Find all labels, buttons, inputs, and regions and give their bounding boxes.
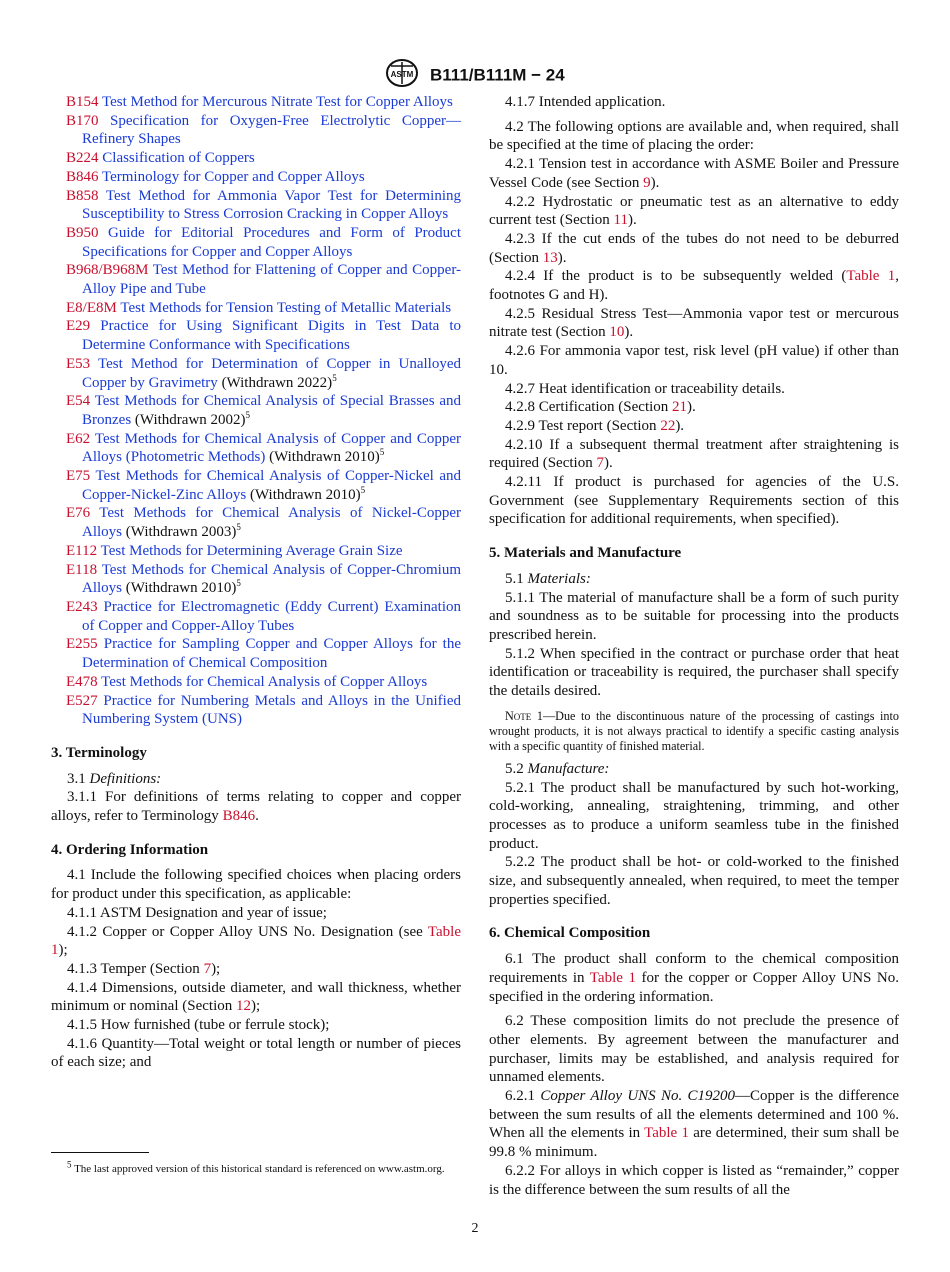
- footnote-5: $^5$ The last approved version of this historical standard is referenced on www.astm.org.: [67, 1159, 445, 1175]
- reference-item: [51, 93, 461, 112]
- withdrawn-note: (Withdrawn 2010): [125, 580, 237, 597]
- link-section-11[interactable]: 11: [613, 212, 628, 229]
- section-heading-ordering-information: 4. Ordering Information: [51, 841, 209, 858]
- reference-code[interactable]: B858: [66, 187, 99, 204]
- paragraph-4-1-6: 4.1.6 Quantity—Total weight or total length or number of pieces of each size; and: [51, 1035, 461, 1071]
- reference-code[interactable]: E29: [66, 318, 91, 335]
- reference-code[interactable]: E118: [66, 561, 98, 578]
- reference-code[interactable]: E255: [66, 636, 98, 653]
- footnote-marker: 5: [360, 484, 366, 495]
- paragraph-5-2-2: 5.2.2 The product shall be hot- or cold-worked to the finished size, and subsequently annealed, when required, to meet the temper properties specified.: [489, 854, 899, 908]
- reference-item: [51, 635, 461, 672]
- paragraph-4-1-2: 4.1.2 Copper or Copper Alloy UNS No. Designation (see Table 1);: [51, 923, 461, 959]
- paragraph-4-2-8: 4.2.8 Certification (Section 21).: [505, 399, 696, 416]
- paragraph-5-2: 5.2 Manufacture:: [505, 760, 610, 777]
- footnote-marker: 5: [332, 372, 337, 383]
- left-column: [51, 93, 461, 1072]
- section-heading-chemical-composition: 6. Chemical Composition: [489, 925, 651, 942]
- reference-title[interactable]: Test Methods for Chemical Analysis of Copper-Chromium Alloys: [82, 561, 461, 597]
- reference-code[interactable]: B846: [66, 168, 99, 185]
- reference-code[interactable]: E76: [66, 505, 91, 522]
- reference-item: [51, 112, 461, 149]
- link-section-10[interactable]: 10: [609, 324, 625, 341]
- reference-title[interactable]: Practice for Electromagnetic (Eddy Current) Examination of Copper and Copper-Alloy Tubes: [82, 598, 462, 634]
- paragraph-4-1-1: 4.1.1 ASTM Designation and year of issue;: [67, 904, 327, 921]
- reference-item: [51, 392, 461, 429]
- paragraph-4-1-7: 4.1.7 Intended application.: [505, 94, 666, 110]
- reference-item: [51, 261, 461, 298]
- reference-item: [51, 168, 461, 187]
- reference-title[interactable]: Test Method for Flattening of Copper and Copper-Alloy Pipe and Tube: [82, 262, 462, 298]
- reference-title[interactable]: Practice for Using Significant Digits in Test Data to Determine Conformance with Specifications: [82, 318, 461, 354]
- section-heading-terminology: 3. Terminology: [51, 744, 147, 761]
- reference-title[interactable]: Test Method for Mercurous Nitrate Test for Copper Alloys: [102, 94, 453, 110]
- astm-logo-icon: [385, 58, 419, 93]
- link-table-1[interactable]: Table 1: [644, 1125, 689, 1142]
- reference-title[interactable]: Test Methods for Chemical Analysis of Copper Alloys: [101, 673, 428, 690]
- reference-code[interactable]: B154: [66, 94, 99, 110]
- reference-code[interactable]: E112: [66, 542, 98, 559]
- reference-code[interactable]: B968/B968M: [66, 262, 149, 279]
- reference-title[interactable]: Specification for Oxygen-Free Electrolytic Copper—Refinery Shapes: [82, 112, 461, 148]
- paragraph-4-2-1: 4.2.1 Tension test in accordance with ASME Boiler and Pressure Vessel Code (see Section 9).: [489, 156, 899, 191]
- reference-code[interactable]: E62: [66, 430, 91, 447]
- link-table-1[interactable]: Table 1: [846, 268, 896, 285]
- reference-title[interactable]: Test Methods for Tension Testing of Metallic Materials: [120, 299, 452, 316]
- paragraph-4-2-4: 4.2.4 If the product is to be subsequently welded (Table 1, footnotes G and H).: [489, 268, 899, 304]
- paragraph-6-2-1: 6.2.1 Copper Alloy UNS No. C19200—Copper is the difference between the sum results of all the elements determined and 100 %. When all the elements in Table 1 are determined, their sum shall be 99.8 % minimum.: [489, 1088, 899, 1161]
- paragraph-4-2-9: 4.2.9 Test report (Section 22).: [505, 417, 685, 434]
- paragraph-4-2-3: 4.2.3 If the cut ends of the tubes do not need to be deburred (Section 13).: [489, 230, 899, 266]
- footnote-marker: 5: [236, 522, 241, 533]
- link-table-1[interactable]: Table 1: [51, 923, 461, 959]
- reference-code[interactable]: E53: [66, 355, 91, 372]
- paragraph-5-1-1: 5.1.1 The material of manufacture shall be a form of such purity and soundness as to be suitable for processing into the products prescribed herein.: [489, 589, 899, 643]
- paragraph-4-1-4: 4.1.4 Dimensions, outside diameter, and wall thickness, whether minimum or nominal (Section 12);: [51, 979, 461, 1015]
- reference-code[interactable]: E8/E8M: [66, 299, 117, 316]
- reference-item: [51, 355, 461, 392]
- reference-title[interactable]: Classification of Coppers: [102, 150, 255, 167]
- link-section-9[interactable]: 9: [643, 174, 651, 191]
- reference-item: [51, 542, 461, 561]
- paragraph-3-1-1: 3.1.1 For definitions of terms relating to copper and copper alloys, refer to Terminology B846.: [51, 789, 461, 825]
- reference-code[interactable]: E527: [66, 692, 98, 709]
- withdrawn-note: (Withdrawn 2010): [250, 486, 361, 503]
- reference-item: [51, 504, 461, 541]
- reference-item: [51, 149, 461, 168]
- paragraph-4-2-10: 4.2.10 If a subsequent thermal treatment after straightening is required (Section 7).: [489, 436, 899, 472]
- paragraph-5-1-2: 5.1.2 When specified in the contract or purchase order that heat identification or traceability is required, the purchaser shall specify the details desired.: [489, 645, 899, 700]
- svg-text:ASTM: ASTM: [390, 70, 414, 79]
- paragraph-4-2-7: 4.2.7 Heat identification or traceability details.: [505, 380, 785, 397]
- section-heading-materials-and-manufacture: 5. Materials and Manufacture: [489, 545, 682, 562]
- paragraph-5-2-1: 5.2.1 The product shall be manufactured by such hot-working, cold-working, annealing, straightening, trimming, and other processes as to produce a uniform seamless tube in the finished product.: [489, 779, 899, 852]
- reference-title[interactable]: Test Methods for Determining Average Grain Size: [100, 542, 403, 559]
- reference-list: [51, 93, 461, 729]
- page-number: 2: [471, 1221, 479, 1236]
- link-section-7[interactable]: 7: [596, 455, 604, 472]
- link-section-7[interactable]: 7: [203, 960, 212, 977]
- reference-title[interactable]: Test Methods for Chemical Analysis of Nickel-Copper Alloys: [82, 505, 461, 541]
- paragraph-4-2-11: 4.2.11 If product is purchased for agencies of the U.S. Government (see Supplementary Requirements section of this specification for additional requirements, when specified).: [489, 474, 899, 528]
- reference-title[interactable]: Guide for Editorial Procedures and Form of Product Specifications for Copper and Copper Alloys: [82, 224, 461, 260]
- paragraph-4-2-2: 4.2.2 Hydrostatic or pneumatic test as an alternative to eddy current test (Section 11).: [489, 193, 899, 229]
- reference-title[interactable]: Test Methods for Chemical Analysis of Copper and Copper Alloys (Photometric Methods): [82, 430, 462, 466]
- page-header: [0, 58, 950, 93]
- reference-item: [51, 299, 461, 318]
- reference-title[interactable]: Test Method for Ammonia Vapor Test for Determining Susceptibility to Stress Corrosion Cracking in Copper Alloys: [82, 187, 461, 223]
- reference-item: [51, 430, 461, 467]
- paragraph-4-2-6: 4.2.6 For ammonia vapor test, risk level (pH value) if other than 10.: [489, 343, 899, 378]
- reference-title[interactable]: Terminology for Copper and Copper Alloys: [102, 168, 365, 185]
- link-table-1[interactable]: Table 1: [589, 969, 636, 986]
- paragraph-5-1: 5.1 Materials:: [505, 570, 591, 587]
- reference-item: [51, 317, 461, 354]
- withdrawn-note: (Withdrawn 2002): [134, 411, 246, 428]
- paragraph-6-2: 6.2 These composition limits do not preclude the presence of other elements. By agreement between the manufacturer and purchaser, limits may be established, and analysis required for unnamed elements.: [489, 1013, 899, 1086]
- reference-code[interactable]: E243: [66, 598, 98, 615]
- link-section-13[interactable]: 13: [542, 249, 558, 266]
- withdrawn-note: (Withdrawn 2022): [221, 374, 333, 391]
- footnote-marker: 5: [379, 447, 385, 458]
- reference-title[interactable]: Test Methods for Chemical Analysis of Copper-Nickel and Copper-Nickel-Zinc Alloys: [82, 468, 461, 503]
- paragraph-6-2-2: 6.2.2 For alloys in which copper is listed as “remainder,” copper is the difference between the sum results of all the: [489, 1162, 899, 1198]
- link-section-21[interactable]: 21: [672, 399, 688, 416]
- paragraph-6-1: 6.1 The product shall conform to the chemical composition requirements in Table 1 for the copper or Copper Alloy UNS No. specified in the ordering information.: [489, 951, 900, 1005]
- reference-code[interactable]: E54: [66, 393, 91, 410]
- link-b846[interactable]: B846: [222, 808, 256, 825]
- footnote-marker: 5: [245, 409, 251, 420]
- reference-title[interactable]: Practice for Sampling Copper and Copper Alloys for the Determination of Chemical Composition: [82, 636, 462, 672]
- paragraph-3-1: 3.1 Definitions:: [67, 770, 162, 787]
- footnote-marker: 5: [236, 578, 241, 589]
- reference-item: [51, 467, 461, 504]
- reference-item: [51, 598, 461, 635]
- paragraph-4-1-3: 4.1.3 Temper (Section 7);: [67, 960, 221, 977]
- reference-title[interactable]: Practice for Numbering Metals and Alloys in the Unified Numbering System (UNS): [82, 692, 461, 728]
- reference-code[interactable]: E478: [66, 673, 98, 690]
- reference-item: [51, 224, 461, 261]
- reference-title[interactable]: Test Method for Determination of Copper in Unalloyed Copper by Gravimetry: [82, 355, 462, 391]
- link-section-12[interactable]: 12: [235, 998, 251, 1015]
- reference-item: [51, 673, 461, 692]
- reference-code[interactable]: B170: [66, 112, 99, 129]
- withdrawn-note: (Withdrawn 2003): [125, 524, 237, 541]
- reference-code[interactable]: B950: [66, 224, 99, 241]
- withdrawn-note: (Withdrawn 2010): [269, 449, 380, 466]
- reference-code[interactable]: E75: [66, 468, 91, 485]
- paragraph-4-1: 4.1 Include the following specified choices when placing orders for product under this specification, as applicable:: [51, 867, 461, 903]
- link-section-22[interactable]: 22: [660, 417, 676, 434]
- reference-item: [51, 187, 461, 224]
- paragraph-4-2-5: 4.2.5 Residual Stress Test—Ammonia vapor test or mercurous nitrate test (Section 10).: [489, 305, 899, 341]
- reference-title[interactable]: Test Methods for Chemical Analysis of Special Brasses and Bronzes: [82, 393, 461, 428]
- reference-item: [51, 692, 461, 729]
- paragraph-4-2: 4.2 The following options are available and, when required, shall be specified at the time of placing the order:: [489, 118, 899, 154]
- standard-designation: B111/B111M − 24: [430, 65, 565, 85]
- right-column: [489, 93, 899, 1199]
- note-1: Note 1—Due to the discontinuous nature of the processing of castings into wrought products, it is not always practical to identify a specific casting analysis with a specific quantity of finished material.: [489, 708, 899, 753]
- paragraph-4-1-5: 4.1.5 How furnished (tube or ferrule stock);: [67, 1017, 330, 1034]
- footnote-rule: [51, 1152, 149, 1153]
- reference-code[interactable]: B224: [66, 150, 99, 167]
- reference-item: [51, 561, 461, 598]
